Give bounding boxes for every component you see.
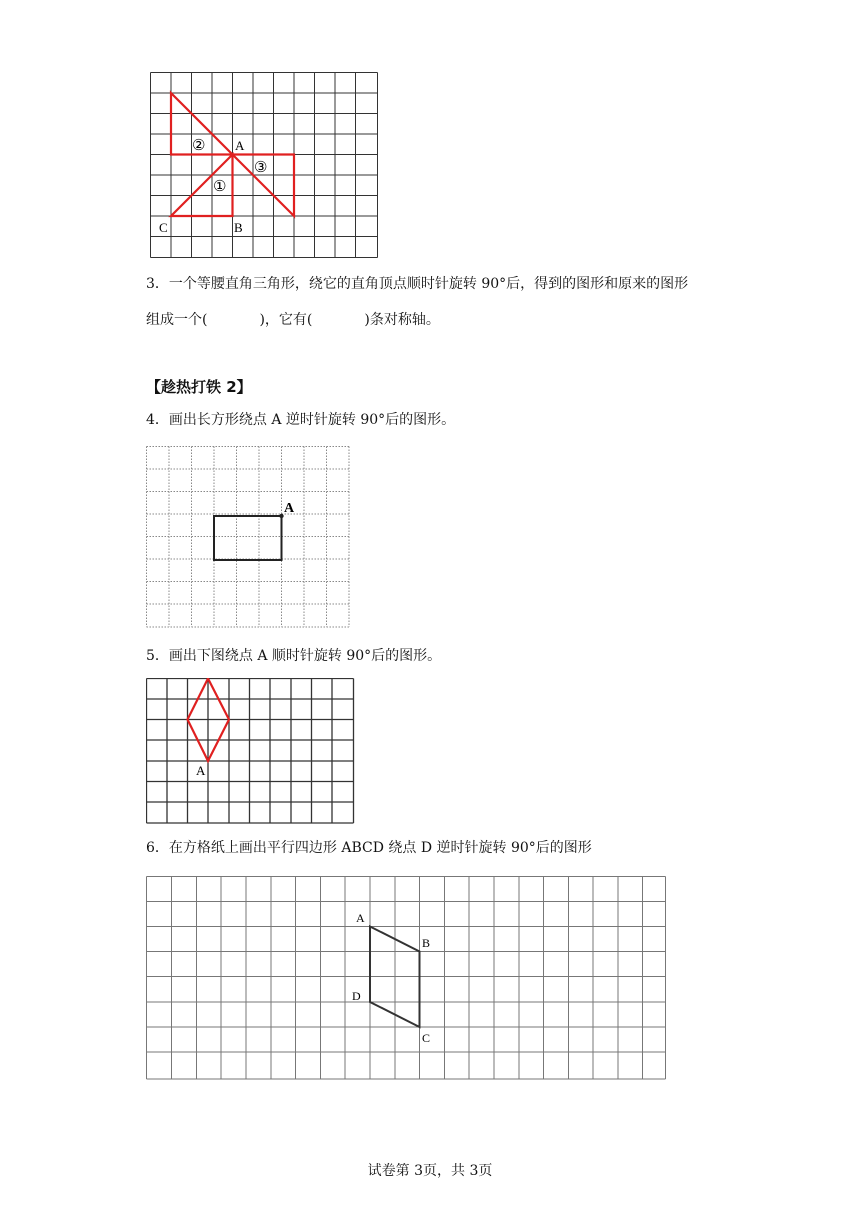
label-circled-1: ① (213, 179, 227, 195)
question-4-text: 4．画出长方形绕点 A 逆时针旋转 90°后的图形。 (146, 412, 456, 428)
figure-1-rotation-grid (150, 72, 380, 260)
question-3-line-1: 3．一个等腰直角三角形，绕它的直角顶点顺时针旋转 90°后，得到的图形和原来的图形 (146, 276, 689, 292)
figure-6-parallelogram-grid (146, 876, 668, 1082)
q3-part-a: 组成一个( (146, 312, 208, 328)
label-a: A (284, 501, 295, 516)
label-circled-3: ③ (254, 160, 268, 176)
rectangle-shape (214, 516, 282, 560)
q3-part-b: )，它有( (259, 312, 313, 328)
question-5-text: 5．画出下图绕点 A 顺时针旋转 90°后的图形。 (146, 648, 442, 664)
label-a: A (196, 763, 206, 778)
figure-5-rhombus-grid (146, 678, 356, 826)
label-a: A (356, 911, 365, 925)
section-title: 【趁热打铁 2】 (146, 378, 252, 396)
grid-lines (147, 679, 354, 824)
question-3-line-2 (146, 310, 440, 330)
label-b: B (422, 936, 431, 950)
page-footer: 试卷第 3页，共 3页 (367, 1163, 493, 1179)
q3-part-c: )条对称轴。 (364, 312, 440, 328)
label-c: C (159, 220, 168, 235)
dotted-grid-lines (147, 447, 350, 628)
label-c: C (422, 1031, 431, 1045)
label-d: D (352, 989, 361, 1003)
label-a: A (235, 138, 245, 153)
question-6-text: 6．在方格纸上画出平行四边形 ABCD 绕点 D 逆时针旋转 90°后的图形 (146, 840, 592, 856)
label-b: B (234, 220, 243, 235)
figure-4-dotted-grid (146, 446, 352, 630)
grid-lines (147, 877, 666, 1080)
label-circled-2: ② (192, 138, 206, 154)
